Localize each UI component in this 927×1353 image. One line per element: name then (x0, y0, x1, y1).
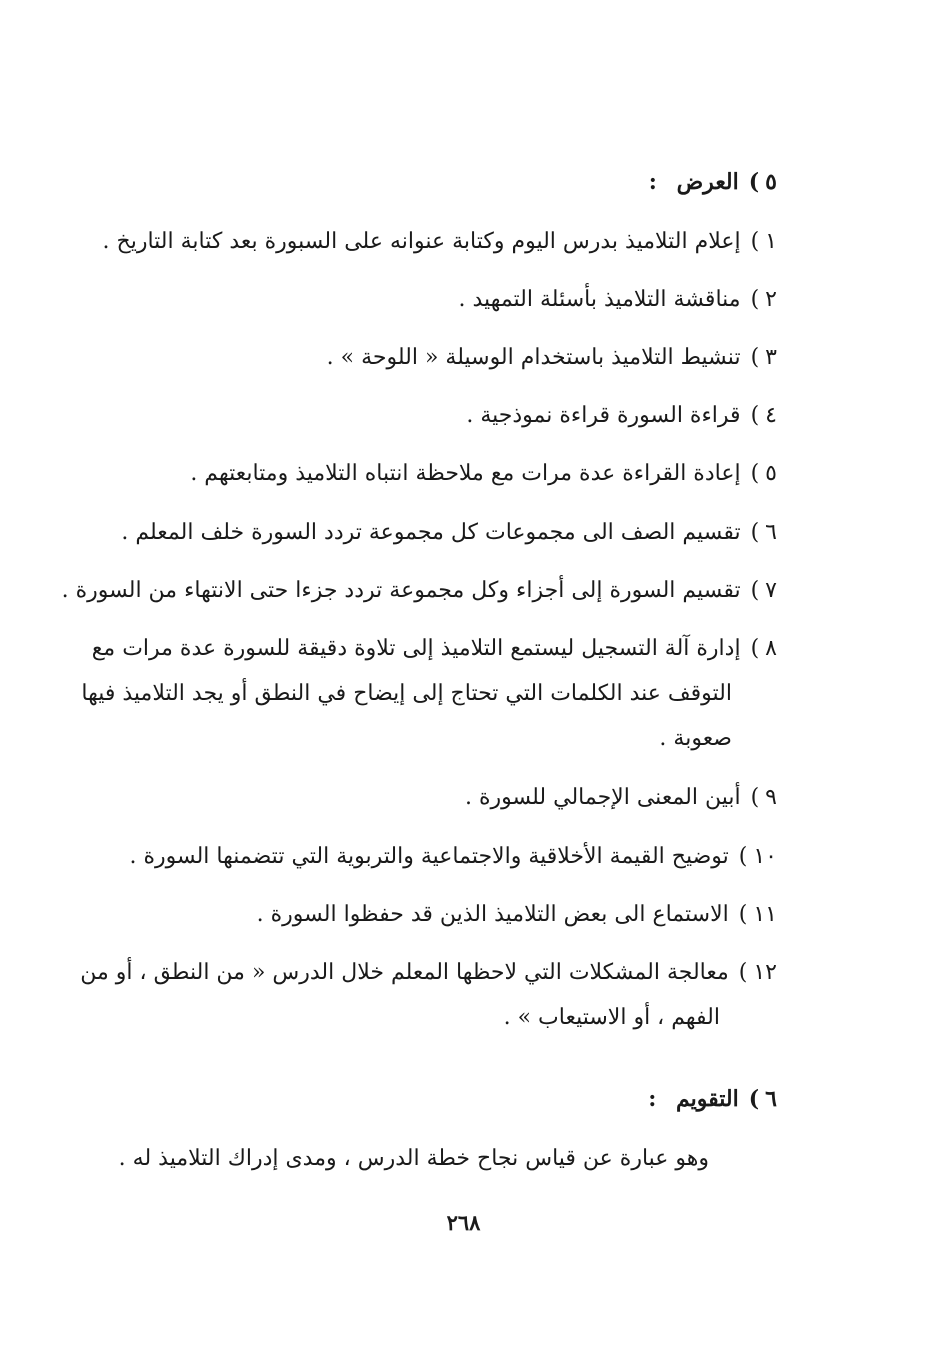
list-item (62, 576, 777, 606)
item-text: تقسيم السورة إلى أجزاء وكل مجموعة تردد جزءا حتى الانتهاء من السورة . (61, 578, 741, 603)
item-text: إدارة آلة التسجيل ليستمع التلاميذ إلى تلاوة دقيقة للسورة عدة مرات مع (91, 636, 741, 661)
item-text: إعلام التلاميذ بدرس اليوم وكتابة عنوانه على السبورة بعد كتابة التاريخ . (102, 229, 741, 254)
paren-glyph: ) (750, 636, 760, 661)
item-number: ٧ (765, 578, 777, 603)
paren-glyph: ) (748, 1086, 760, 1112)
paren-glyph: ) (750, 287, 760, 312)
item-text: تنشيط التلاميذ باستخدام الوسيلة « اللوحة » . (326, 345, 741, 370)
item-number: ١١ (753, 902, 777, 927)
list-item (80, 958, 777, 988)
evaluation-paragraph: وهو عبارة عن قياس نجاح خطة الدرس ، ومدى إدراك التلاميذ له . (118, 1146, 709, 1171)
item-text: أبين المعنى الإجمالي للسورة . (465, 785, 741, 810)
paren-glyph: ) (750, 403, 760, 428)
section-title: العرض (676, 169, 739, 195)
paren-glyph: ) (748, 169, 760, 195)
section-number: ٦ (765, 1086, 777, 1112)
list-item (459, 285, 777, 315)
item-number: ٢ (765, 287, 777, 312)
item-number: ٣ (765, 345, 777, 370)
list-item (92, 634, 777, 664)
list-item (103, 227, 777, 257)
item-text: الاستماع الى بعض التلاميذ الذين قد حفظوا السورة . (256, 902, 729, 927)
section-heading-presentation (649, 167, 777, 197)
item-number: ١٠ (753, 844, 777, 869)
section-colon: : (648, 169, 657, 195)
item-number: ١٢ (753, 960, 777, 985)
item-number: ١ (765, 229, 777, 254)
list-item (466, 401, 777, 431)
item-text: تقسيم الصف الى مجموعات كل مجموعة تردد السورة خلف المعلم . (121, 520, 741, 545)
paren-glyph: ) (750, 229, 760, 254)
item-text-continuation: الفهم ، أو الاستيعاب » . (503, 1005, 720, 1030)
section-title: التقويم (676, 1086, 739, 1112)
item-number: ٦ (765, 520, 777, 545)
paren-glyph: ) (750, 520, 760, 545)
list-item (121, 518, 777, 548)
list-item (190, 459, 777, 489)
section-heading-evaluation (648, 1084, 777, 1114)
paren-glyph: ) (738, 902, 748, 927)
paren-glyph: ) (738, 844, 748, 869)
list-item (129, 842, 777, 872)
paren-glyph: ) (738, 960, 748, 985)
section-colon: : (648, 1086, 657, 1112)
item-text: معالجة المشكلات التي لاحظها المعلم خلال الدرس « من النطق ، أو من (80, 960, 729, 985)
item-number: ٩ (765, 785, 777, 810)
list-item (327, 343, 777, 373)
item-text-continuation: التوقف عند الكلمات التي تحتاج إلى إيضاح في النطق أو يجد التلاميذ فيها (81, 681, 732, 706)
paren-glyph: ) (750, 461, 760, 486)
list-item (465, 783, 777, 813)
paren-glyph: ) (750, 578, 760, 603)
paren-glyph: ) (750, 785, 760, 810)
item-text: مناقشة التلاميذ بأسئلة التمهيد . (458, 287, 741, 312)
item-text-continuation: صعوبة . (659, 726, 732, 751)
page-number: ٢٦٨ (446, 1210, 481, 1235)
item-text: إعادة القراءة عدة مرات مع ملاحظة انتباه التلاميذ ومتابعتهم . (190, 461, 741, 486)
section-number: ٥ (765, 169, 777, 195)
item-text: قراءة السورة قراءة نموذجية . (466, 403, 741, 428)
paren-glyph: ) (750, 345, 760, 370)
item-number: ٤ (765, 403, 777, 428)
item-text: توضيح القيمة الأخلاقية والاجتماعية والتربوية التي تتضمنها السورة . (129, 844, 729, 869)
item-number: ٨ (765, 636, 777, 661)
list-item (257, 900, 777, 930)
item-number: ٥ (765, 461, 777, 486)
